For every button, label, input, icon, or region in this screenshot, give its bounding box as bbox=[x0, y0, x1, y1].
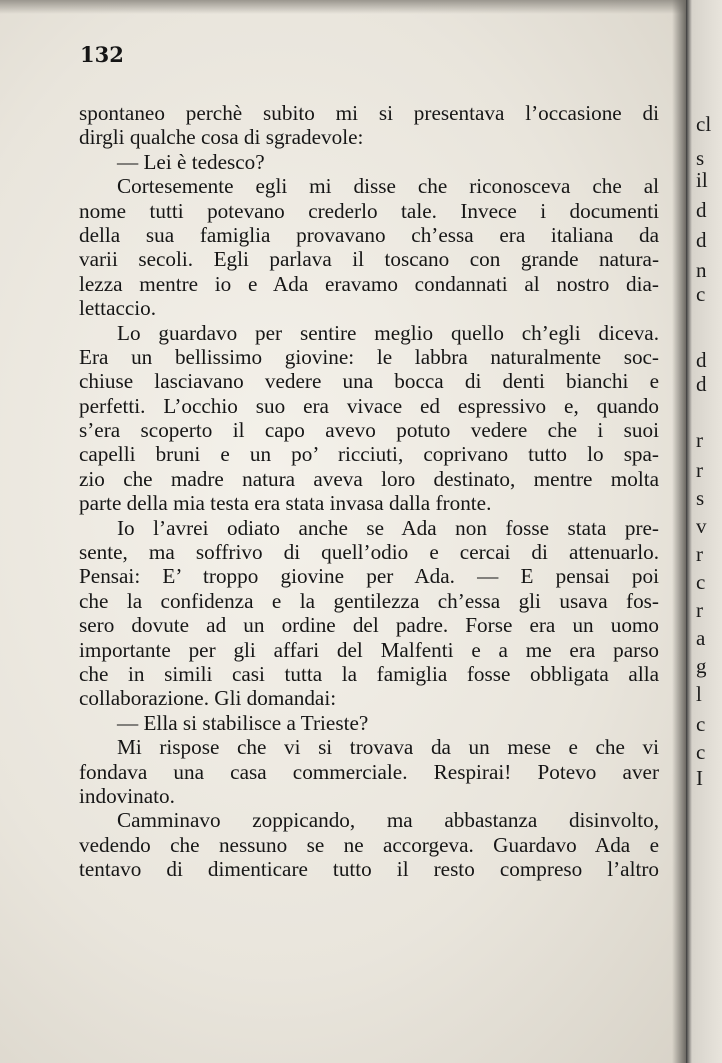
text-line: sero dovute ad un ordine del padre. Forse era un uomo bbox=[79, 613, 659, 638]
text-line: parte della mia testa era stata invasa dalla fronte. bbox=[79, 491, 492, 516]
facing-page-letter: il bbox=[696, 168, 708, 192]
text-line: Mi rispose che vi si trovava da un mese e che vi bbox=[117, 735, 659, 760]
text-line: collaborazione. Gli domandai: bbox=[79, 686, 337, 711]
facing-page-fragment bbox=[686, 0, 722, 1063]
text-line: zio che madre natura aveva loro destinato, mentre molta bbox=[79, 466, 659, 491]
text-line: Cortesemente egli mi disse che riconosceva che al bbox=[117, 174, 659, 199]
text-line: della sua famiglia provavano ch’essa era italiana da bbox=[79, 222, 659, 247]
facing-page-letter: c bbox=[696, 712, 706, 736]
text-line: che in simili casi tutta la famiglia fosse obbligata alla bbox=[79, 661, 659, 686]
page-number: 132 bbox=[80, 42, 124, 67]
text-line: lezza mentre io e Ada eravamo condannati al nostro dia- bbox=[79, 271, 659, 296]
facing-page-letter: g bbox=[696, 654, 707, 678]
text-line: chiuse lasciavano vedere una bocca di denti bianchi e bbox=[79, 369, 659, 394]
facing-page-letter: d bbox=[696, 228, 707, 252]
facing-page-letter: d bbox=[696, 348, 707, 372]
page-top-shadow bbox=[0, 0, 686, 14]
facing-page-letter: d bbox=[696, 372, 707, 396]
text-line: varii secoli. Egli parlava il toscano con grande natura- bbox=[79, 247, 659, 272]
text-line: lettaccio. bbox=[79, 296, 157, 321]
text-line: capelli bruni e un po’ ricciuti, coprivano tutto lo spa- bbox=[79, 442, 659, 467]
facing-page-letter: l bbox=[696, 682, 702, 706]
text-line: spontaneo perchè subito mi si presentava l’occasione di bbox=[79, 101, 659, 125]
text-line: indovinato. bbox=[79, 783, 175, 808]
facing-page-letter: cl bbox=[696, 112, 712, 136]
body-text bbox=[79, 101, 659, 882]
facing-page-letter: r bbox=[696, 458, 703, 482]
facing-page-letter: s bbox=[696, 146, 705, 170]
facing-page-letter: a bbox=[696, 626, 706, 650]
text-line: sente, ma soffrivo di quell’odio e cercai di attenuarlo. bbox=[79, 540, 659, 565]
text-line: nome tutti potevano crederlo tale. Invece i documenti bbox=[79, 198, 659, 223]
text-line: fondava una casa commerciale. Respirai! Potevo aver bbox=[79, 759, 659, 784]
text-line: importante per gli affari del Malfenti e a me era parso bbox=[79, 637, 659, 662]
text-line: — Lei è tedesco? bbox=[117, 149, 265, 174]
text-line: Era un bellissimo giovine: le labbra naturalmente soc- bbox=[79, 344, 659, 369]
text-line: Lo guardavo per sentire meglio quello ch’egli diceva. bbox=[117, 320, 659, 345]
text-line: — Ella si stabilisce a Trieste? bbox=[117, 710, 369, 735]
text-line: Camminavo zoppicando, ma abbastanza disinvolto, bbox=[117, 808, 659, 833]
facing-page-letter: v bbox=[696, 514, 707, 538]
facing-page-letter: I bbox=[696, 766, 703, 790]
facing-page-letter: s bbox=[696, 486, 705, 510]
facing-page-letter: d bbox=[696, 198, 707, 222]
facing-page-letter: c bbox=[696, 740, 706, 764]
text-line: vedendo che nessuno se ne accorgeva. Guardavo Ada e bbox=[79, 832, 659, 857]
facing-page-letter: r bbox=[696, 598, 703, 622]
text-line: Io l’avrei odiato anche se Ada non fosse stata pre- bbox=[117, 515, 659, 540]
text-line: che la confidenza e la gentilezza ch’essa gli usava fos- bbox=[79, 588, 659, 613]
text-line: s’era scoperto il capo avevo potuto vedere che i suoi bbox=[79, 418, 659, 443]
facing-page-letter: r bbox=[696, 428, 703, 452]
text-line: Pensai: E’ troppo giovine per Ada. — E pensai poi bbox=[79, 564, 659, 589]
text-line: perfetti. L’occhio suo era vivace ed espressivo e, quando bbox=[79, 393, 659, 418]
page-gutter-shadow bbox=[672, 0, 686, 1063]
facing-page-letter: n bbox=[696, 258, 707, 282]
facing-page-letter: c bbox=[696, 282, 706, 306]
text-line: tentavo di dimenticare tutto il resto compreso l’altro bbox=[79, 857, 659, 882]
facing-page-letter: c bbox=[696, 570, 706, 594]
text-line: dirgli qualche cosa di sgradevole: bbox=[79, 125, 364, 150]
facing-page-letter: r bbox=[696, 542, 703, 566]
